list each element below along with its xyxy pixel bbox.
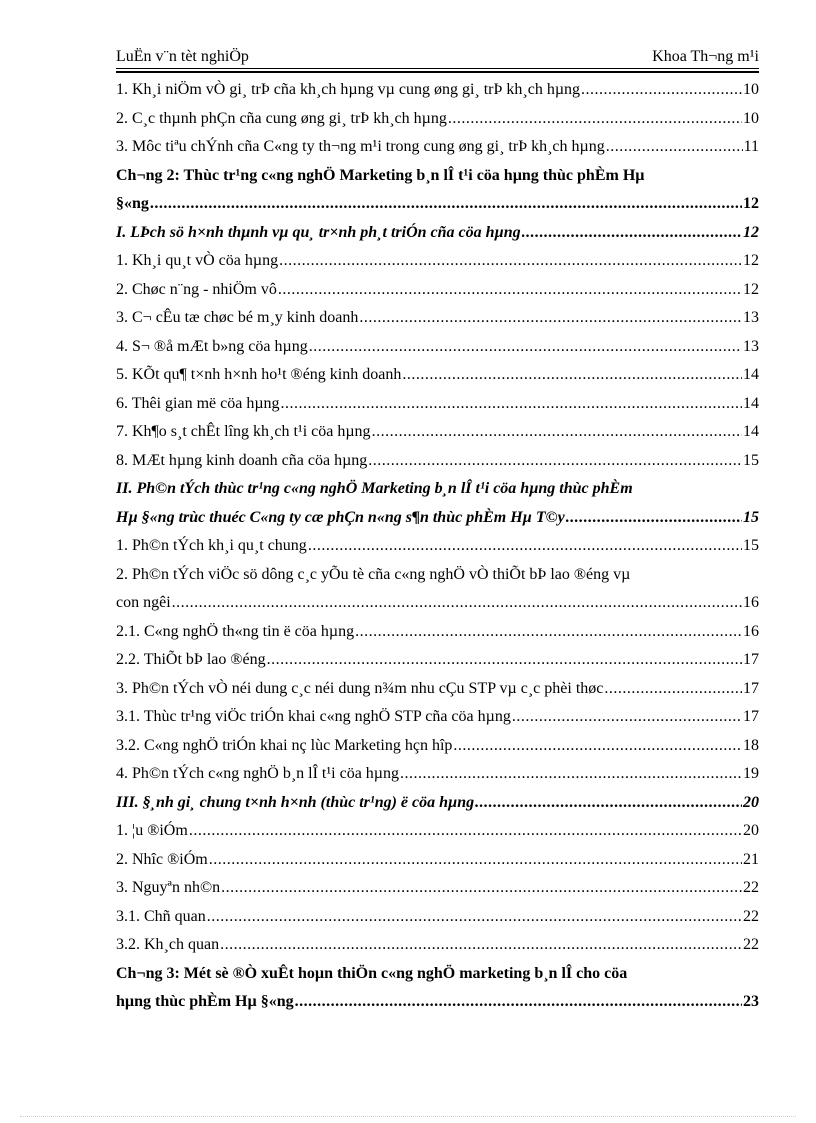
toc-leader-dots: [189, 817, 742, 846]
toc-page-number: 18: [743, 736, 759, 754]
toc-entry: [116, 846, 759, 875]
toc-leader-dots: [308, 532, 742, 561]
toc-entry-text: III. §¸nh gi¸ chung t×nh h×nh (thùc tr¹ng) ë cöa hµng: [116, 793, 475, 811]
toc-entry: [116, 247, 759, 276]
toc-page-number: 12: [743, 223, 759, 241]
toc-entry-line: [116, 162, 759, 191]
toc-leader-dots: [400, 760, 742, 789]
toc-entry: [116, 703, 759, 732]
toc-entry: [116, 304, 759, 333]
toc-page-number: 12: [743, 280, 759, 298]
toc-page-number: 17: [743, 708, 759, 725]
toc-leader-dots: [309, 333, 742, 362]
toc-entry-text: hµng thùc phÈm Hµ §«ng: [116, 993, 294, 1010]
toc-page-number: 22: [743, 879, 759, 896]
toc-leader-dots: [522, 219, 742, 248]
toc-entry-text: Hµ §«ng trùc thuéc C«ng ty cæ phÇn n«ng s¶n thùc phÈm Hµ T©y: [116, 508, 565, 526]
toc-page-number: 14: [743, 423, 759, 440]
toc-page-number: 14: [743, 366, 759, 383]
toc-leader-dots: [267, 646, 742, 675]
toc-entry: [116, 903, 759, 932]
toc-leader-dots: [295, 988, 742, 1017]
toc-entry: [116, 390, 759, 419]
toc-leader-dots: [402, 361, 742, 390]
toc-page-number: 16: [743, 622, 759, 640]
toc-entry: [116, 76, 759, 105]
toc-leader-dots: [372, 418, 742, 447]
toc-leader-dots: [604, 675, 742, 704]
toc-entry: [116, 276, 759, 305]
toc-leader-dots: [512, 703, 742, 732]
toc-entry: [116, 675, 759, 704]
toc-entry: [116, 732, 759, 761]
toc-page-number: 15: [743, 451, 759, 469]
toc-page-number: 21: [743, 850, 759, 868]
toc-page-number: 20: [743, 793, 759, 811]
toc-entry: [116, 219, 759, 248]
toc-page-number: 14: [743, 394, 759, 412]
toc-page-number: 15: [743, 508, 759, 526]
toc-page-number: 20: [743, 822, 759, 839]
toc-entry-text: 3. C¬ cÊu tæ chøc bé m¸y kinh doanh: [116, 309, 359, 326]
toc-entry-text: II. Ph©n tÝch thùc tr¹ng c«ng nghÖ Marketing b¸n lÎ t¹i cöa hµng thùc phÈm: [116, 480, 633, 497]
toc-entry-text: I. LÞch sö h×nh thµnh vµ qu¸ tr×nh ph¸t triÓn cña cöa hµng: [116, 223, 521, 241]
toc-entry: [116, 447, 759, 476]
toc-entry-text: 2.1. C«ng nghÖ th«ng tin ë cöa hµng: [116, 622, 355, 640]
toc-entry-text: 3.2. C«ng nghÖ triÓn khai nç lùc Marketing hçn hîp: [116, 736, 453, 754]
toc-leader-dots: [566, 504, 742, 533]
toc-page-number: 10: [743, 81, 759, 98]
toc-entry-text: 1. Ph©n tÝch kh¸i qu¸t chung: [116, 537, 307, 554]
toc-page-number: 12: [743, 252, 759, 269]
toc-leader-dots: [220, 931, 742, 960]
toc-entry-text: 3. Môc tiªu chÝnh cña C«ng ty th¬ng m¹i trong cung øng gi¸ trÞ kh¸ch hµng: [116, 138, 605, 155]
toc-entry-text: 3.2. Kh¸ch quan: [116, 936, 220, 953]
toc-entry: [116, 133, 759, 162]
toc-entry: [116, 760, 759, 789]
toc-leader-dots: [606, 133, 743, 162]
toc-page-number: 16: [743, 594, 759, 611]
toc-entry-text: 3.1. Thùc tr¹ng viÖc triÓn khai c«ng nghÖ STP cña cöa hµng: [116, 708, 511, 725]
page-header: [116, 48, 759, 70]
toc-entry: [116, 532, 759, 561]
header-rule-thick: [116, 71, 759, 73]
toc-entry-text: 2. C¸c thµnh phÇn cña cung øng gi¸ trÞ kh¸ch hµng: [116, 109, 447, 127]
toc-entry: [116, 931, 759, 960]
toc-page-number: 15: [743, 537, 759, 554]
toc-entry-text: 3.1. Chñ quan: [116, 907, 206, 925]
toc-page-number: 12: [743, 195, 759, 212]
toc-page-number: 22: [743, 907, 759, 925]
toc-entry-text: 1. Kh¸i niÖm vÒ gi¸ trÞ cña kh¸ch hµng vµ cung øng gi¸ trÞ kh¸ch hµng: [116, 81, 581, 98]
toc-leader-dots: [221, 874, 742, 903]
toc-entry: [116, 190, 759, 219]
toc-leader-dots: [368, 447, 742, 476]
toc-leader-dots: [448, 105, 742, 134]
toc-entry-text: con ngêi: [116, 594, 171, 611]
header-thesis-title: LuËn v¨n tèt nghiÖp: [116, 48, 249, 65]
toc-entry-text: §«ng: [116, 195, 149, 212]
toc-entry: [116, 418, 759, 447]
toc-page-number: 10: [743, 109, 759, 127]
toc-entry: [116, 105, 759, 134]
toc-leader-dots: [207, 903, 742, 932]
toc-entry-text: 2. Nhîc ®iÓm: [116, 850, 208, 868]
toc-leader-dots: [355, 618, 742, 647]
toc-entry: [116, 874, 759, 903]
toc-entry: [116, 817, 759, 846]
toc-page-number: 19: [743, 765, 759, 782]
toc-entry-line: [116, 475, 759, 504]
toc-entry-text: 6. Thêi gian më cöa hµng: [116, 394, 280, 412]
toc-entry-text: 8. MÆt hµng kinh doanh cña cöa hµng: [116, 451, 368, 469]
header-faculty: Khoa Th¬ng m¹i: [652, 48, 759, 65]
page-bottom-border: [20, 1116, 796, 1117]
toc-entry-text: Ch¬ng 2: Thùc tr¹ng c«ng nghÖ Marketing b¸n lÎ t¹i cöa hµng thùc phÈm Hµ: [116, 166, 645, 184]
toc-page-number: 13: [743, 337, 759, 355]
toc-leader-dots: [453, 732, 742, 761]
toc-page-number: 23: [743, 993, 759, 1010]
toc-page-number: 22: [743, 936, 759, 953]
toc-entry: [116, 589, 759, 618]
toc-page-number: 11: [743, 138, 759, 155]
toc-leader-dots: [475, 789, 742, 818]
toc-entry-text: 4. Ph©n tÝch c«ng nghÖ b¸n lÎ t¹i cöa hµng: [116, 765, 400, 782]
toc-entry-text: 1. ¦u ®iÓm: [116, 822, 188, 839]
toc-leader-dots: [209, 846, 742, 875]
header-rule-thin: [116, 68, 759, 69]
toc-leader-dots: [281, 390, 742, 419]
toc-entry: [116, 988, 759, 1017]
toc-page-number: 17: [743, 679, 759, 697]
toc-entry: [116, 361, 759, 390]
toc-leader-dots: [150, 190, 742, 219]
toc-entry: [116, 618, 759, 647]
toc-entry-text: 2.2. ThiÕt bÞ lao ®éng: [116, 651, 266, 668]
toc-entry-text: 3. Nguyªn nh©n: [116, 879, 221, 896]
table-of-contents: [116, 76, 759, 1017]
toc-leader-dots: [172, 589, 742, 618]
toc-entry-text: 2. Ph©n tÝch viÖc sö dông c¸c yÕu tè cña c«ng nghÖ vÒ thiÕt bÞ lao ®éng vµ: [116, 565, 631, 583]
toc-entry-text: 4. S¬ ®å mÆt b»ng cöa hµng: [116, 337, 308, 355]
toc-entry-line: [116, 561, 759, 590]
toc-entry-text: 1. Kh¸i qu¸t vÒ cöa hµng: [116, 252, 279, 269]
toc-entry: [116, 789, 759, 818]
toc-page-number: 17: [743, 651, 759, 668]
toc-leader-dots: [359, 304, 742, 333]
toc-leader-dots: [581, 76, 742, 105]
toc-entry-text: 3. Ph©n tÝch vÒ néi dung c¸c néi dung n¾m nhu cÇu STP vµ c¸c phèi thøc: [116, 679, 604, 697]
toc-entry-text: Ch¬ng 3: Mét sè ®Ò xuÊt hoµn thiÖn c«ng nghÖ marketing b¸n lÎ cho cöa: [116, 964, 628, 982]
toc-leader-dots: [279, 247, 742, 276]
toc-entry-line: [116, 960, 759, 989]
toc-entry: [116, 333, 759, 362]
toc-entry: [116, 504, 759, 533]
toc-leader-dots: [278, 276, 742, 305]
toc-entry-text: 2. Chøc n¨ng - nhiÖm vô: [116, 280, 277, 298]
toc-entry-text: 5. KÕt qu¶ t×nh h×nh ho¹t ®éng kinh doanh: [116, 366, 402, 383]
toc-entry-text: 7. Kh¶o s¸t chÊt lîng kh¸ch t¹i cöa hµng: [116, 423, 371, 440]
toc-page-number: 13: [743, 309, 759, 326]
toc-entry: [116, 646, 759, 675]
